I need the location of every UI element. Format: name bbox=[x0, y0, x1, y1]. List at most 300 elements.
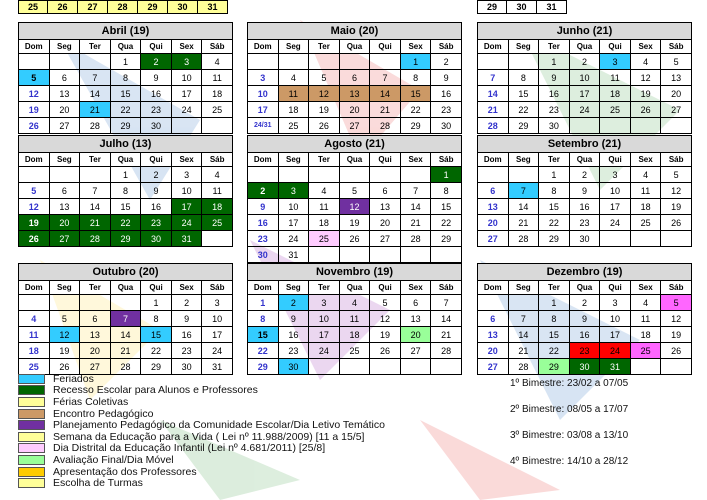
day-cell: 31 bbox=[171, 231, 202, 247]
day-cell: 23 bbox=[278, 343, 309, 359]
weekday-header: Dom bbox=[248, 40, 279, 54]
day-cell: 22 bbox=[431, 215, 462, 231]
day-cell bbox=[49, 167, 80, 183]
day-cell: 23 bbox=[569, 215, 600, 231]
month-title: Agosto (21) bbox=[248, 136, 462, 153]
day-cell: 29 bbox=[508, 118, 539, 134]
day-cell: 13 bbox=[478, 199, 509, 215]
day-cell: 25 bbox=[202, 102, 233, 118]
day-cell: 16 bbox=[569, 327, 600, 343]
weekday-header: Dom bbox=[478, 281, 509, 295]
day-cell: 8 bbox=[431, 183, 462, 199]
day-cell: 17 bbox=[278, 215, 309, 231]
day-cell: 28 bbox=[508, 359, 539, 375]
day-cell bbox=[339, 247, 370, 263]
legend-swatch bbox=[18, 420, 45, 430]
day-cell: 28 bbox=[508, 231, 539, 247]
day-cell bbox=[171, 118, 202, 134]
month-calendar bbox=[247, 135, 462, 263]
weekday-header: Sex bbox=[171, 153, 202, 167]
strip-day: 30 bbox=[507, 0, 537, 14]
day-cell: 30 bbox=[248, 247, 279, 263]
day-cell: 8 bbox=[400, 70, 431, 86]
weekday-header: Qua bbox=[110, 281, 141, 295]
day-cell: 10 bbox=[248, 86, 279, 102]
day-cell: 14 bbox=[400, 199, 431, 215]
weekday-header: Seg bbox=[278, 281, 309, 295]
day-cell: 8 bbox=[539, 183, 570, 199]
day-cell: 11 bbox=[630, 183, 661, 199]
legend-swatch bbox=[18, 455, 45, 465]
day-cell: 21 bbox=[508, 215, 539, 231]
weekday-header: Sáb bbox=[431, 40, 462, 54]
weekday-header: Qua bbox=[569, 153, 600, 167]
day-cell: 3 bbox=[600, 167, 631, 183]
day-cell: 15 bbox=[431, 199, 462, 215]
day-cell: 13 bbox=[661, 70, 692, 86]
day-cell: 8 bbox=[539, 311, 570, 327]
day-cell: 1 bbox=[141, 295, 172, 311]
day-cell: 15 bbox=[539, 327, 570, 343]
day-cell: 15 bbox=[248, 327, 279, 343]
day-cell bbox=[478, 54, 509, 70]
day-cell bbox=[370, 167, 401, 183]
weekday-header: Sex bbox=[400, 281, 431, 295]
day-cell: 5 bbox=[661, 295, 692, 311]
legend-item bbox=[18, 443, 385, 455]
day-cell: 10 bbox=[278, 199, 309, 215]
legend-swatch bbox=[18, 374, 45, 384]
weekday-header: Seg bbox=[49, 153, 80, 167]
day-cell: 17 bbox=[248, 102, 279, 118]
weekday-header: Sáb bbox=[202, 281, 233, 295]
legend-label: Escolha de Turmas bbox=[53, 477, 143, 490]
day-cell: 19 bbox=[339, 215, 370, 231]
weekday-header: Sex bbox=[630, 153, 661, 167]
weekday-header: Ter bbox=[80, 281, 111, 295]
month-title: Julho (13) bbox=[19, 136, 233, 153]
day-cell: 16 bbox=[431, 86, 462, 102]
day-cell: 15 bbox=[110, 86, 141, 102]
legend-item bbox=[18, 477, 385, 489]
day-cell: 23 bbox=[141, 102, 172, 118]
day-cell bbox=[600, 231, 631, 247]
day-cell: 8 bbox=[110, 70, 141, 86]
weekday-header: Dom bbox=[248, 281, 279, 295]
weekday-header: Dom bbox=[19, 281, 50, 295]
weekday-header: Dom bbox=[19, 40, 50, 54]
day-cell: 19 bbox=[630, 86, 661, 102]
day-cell: 13 bbox=[339, 86, 370, 102]
day-cell: 3 bbox=[278, 183, 309, 199]
legend-item bbox=[18, 396, 385, 408]
month-title: Dezembro (19) bbox=[478, 264, 692, 281]
day-cell: 7 bbox=[80, 70, 111, 86]
day-cell: 4 bbox=[19, 311, 50, 327]
day-cell: 7 bbox=[431, 295, 462, 311]
legend-label: Avaliação Final/Dia Móvel bbox=[53, 453, 174, 466]
day-cell: 6 bbox=[80, 311, 111, 327]
day-cell bbox=[339, 167, 370, 183]
day-cell bbox=[339, 54, 370, 70]
day-cell: 1 bbox=[110, 167, 141, 183]
legend bbox=[18, 373, 385, 489]
day-cell: 11 bbox=[278, 86, 309, 102]
day-cell: 18 bbox=[339, 327, 370, 343]
day-cell: 11 bbox=[309, 199, 340, 215]
day-cell: 30 bbox=[539, 118, 570, 134]
day-cell: 13 bbox=[370, 199, 401, 215]
day-cell: 23 bbox=[431, 102, 462, 118]
day-cell bbox=[370, 54, 401, 70]
day-cell: 27 bbox=[661, 102, 692, 118]
legend-swatch bbox=[18, 432, 45, 442]
day-cell: 13 bbox=[80, 327, 111, 343]
weekday-header: Dom bbox=[19, 153, 50, 167]
day-cell: 8 bbox=[141, 311, 172, 327]
day-cell bbox=[19, 54, 50, 70]
weekday-header: Seg bbox=[49, 40, 80, 54]
day-cell: 2 bbox=[431, 54, 462, 70]
day-cell bbox=[80, 54, 111, 70]
day-cell: 18 bbox=[19, 343, 50, 359]
day-cell bbox=[630, 231, 661, 247]
day-cell: 16 bbox=[171, 327, 202, 343]
day-cell bbox=[661, 359, 692, 375]
weekday-header: Sex bbox=[400, 40, 431, 54]
day-cell: 17 bbox=[202, 327, 233, 343]
day-cell bbox=[569, 118, 600, 134]
day-cell: 22 bbox=[400, 102, 431, 118]
day-cell bbox=[309, 54, 340, 70]
day-cell: 4 bbox=[339, 295, 370, 311]
day-cell: 31 bbox=[278, 247, 309, 263]
day-cell: 5 bbox=[19, 183, 50, 199]
weekday-header: Seg bbox=[508, 281, 539, 295]
day-cell: 18 bbox=[202, 86, 233, 102]
weekday-header: Sex bbox=[630, 40, 661, 54]
strip-day: 31 bbox=[198, 0, 228, 14]
weekday-header: Qua bbox=[339, 281, 370, 295]
weekday-header: Sáb bbox=[431, 153, 462, 167]
strip-day: 29 bbox=[477, 0, 507, 14]
top-strip-left bbox=[18, 0, 228, 14]
day-cell: 21 bbox=[370, 102, 401, 118]
day-cell: 1 bbox=[431, 167, 462, 183]
weekday-header: Ter bbox=[539, 153, 570, 167]
day-cell: 9 bbox=[569, 183, 600, 199]
day-cell: 29 bbox=[539, 359, 570, 375]
day-cell: 1 bbox=[539, 167, 570, 183]
month-calendar bbox=[477, 22, 692, 134]
day-cell: 14 bbox=[370, 86, 401, 102]
day-cell: 16 bbox=[248, 215, 279, 231]
day-cell: 18 bbox=[630, 199, 661, 215]
month-calendar bbox=[18, 263, 233, 375]
weekday-header: Qua bbox=[339, 153, 370, 167]
legend-label: Dia Distrital da Educação Infantil (Lei nº 4.681/2011) [25/8] bbox=[53, 442, 326, 455]
day-cell: 21 bbox=[508, 343, 539, 359]
day-cell: 7 bbox=[370, 70, 401, 86]
day-cell: 13 bbox=[49, 199, 80, 215]
day-cell: 12 bbox=[19, 199, 50, 215]
day-cell: 9 bbox=[141, 183, 172, 199]
day-cell: 12 bbox=[370, 311, 401, 327]
month-calendar bbox=[477, 263, 692, 375]
day-cell: 15 bbox=[110, 199, 141, 215]
top-strip-right bbox=[477, 0, 567, 14]
day-cell: 9 bbox=[278, 311, 309, 327]
day-cell: 14 bbox=[80, 199, 111, 215]
day-cell: 29 bbox=[141, 359, 172, 375]
day-cell: 20 bbox=[370, 215, 401, 231]
day-cell bbox=[202, 231, 233, 247]
strip-day: 30 bbox=[168, 0, 198, 14]
day-cell: 27 bbox=[400, 343, 431, 359]
day-cell: 31 bbox=[202, 359, 233, 375]
day-cell bbox=[508, 54, 539, 70]
day-cell: 30 bbox=[171, 359, 202, 375]
legend-label: Apresentação dos Professores bbox=[53, 465, 197, 478]
day-cell: 5 bbox=[19, 70, 50, 86]
day-cell: 7 bbox=[508, 183, 539, 199]
day-cell: 10 bbox=[569, 70, 600, 86]
day-cell: 5 bbox=[370, 295, 401, 311]
day-cell: 25 bbox=[630, 343, 661, 359]
day-cell: 2 bbox=[141, 54, 172, 70]
day-cell: 4 bbox=[278, 70, 309, 86]
legend-swatch bbox=[18, 409, 45, 419]
day-cell: 26 bbox=[630, 102, 661, 118]
day-cell: 27 bbox=[339, 118, 370, 134]
day-cell bbox=[478, 295, 509, 311]
month-title: Junho (21) bbox=[478, 23, 692, 40]
day-cell: 20 bbox=[478, 343, 509, 359]
day-cell: 10 bbox=[600, 183, 631, 199]
day-cell: 21 bbox=[431, 327, 462, 343]
bimester-4: 4º Bimestre: 14/10 a 28/12 bbox=[510, 456, 629, 467]
day-cell bbox=[478, 167, 509, 183]
weekday-header: Dom bbox=[248, 153, 279, 167]
day-cell: 22 bbox=[539, 215, 570, 231]
legend-swatch bbox=[18, 443, 45, 453]
day-cell: 27 bbox=[49, 118, 80, 134]
day-cell: 15 bbox=[539, 199, 570, 215]
legend-label: Recesso Escolar para Alunos e Professores bbox=[53, 384, 258, 397]
day-cell bbox=[49, 295, 80, 311]
day-cell bbox=[431, 359, 462, 375]
weekday-header: Qui bbox=[370, 153, 401, 167]
day-cell: 22 bbox=[539, 343, 570, 359]
day-cell: 20 bbox=[400, 327, 431, 343]
bimester-2: 2º Bimestre: 08/05 a 17/07 bbox=[510, 404, 629, 415]
legend-item bbox=[18, 454, 385, 466]
day-cell: 11 bbox=[630, 311, 661, 327]
day-cell: 22 bbox=[248, 343, 279, 359]
strip-day: 31 bbox=[537, 0, 567, 14]
day-cell: 6 bbox=[400, 295, 431, 311]
day-cell: 4 bbox=[202, 167, 233, 183]
day-cell: 1 bbox=[400, 54, 431, 70]
day-cell: 8 bbox=[508, 70, 539, 86]
day-cell: 22 bbox=[110, 102, 141, 118]
day-cell: 10 bbox=[171, 183, 202, 199]
day-cell: 12 bbox=[661, 183, 692, 199]
strip-day: 28 bbox=[108, 0, 138, 14]
legend-item bbox=[18, 431, 385, 443]
weekday-header: Qua bbox=[110, 40, 141, 54]
strip-day: 25 bbox=[18, 0, 48, 14]
weekday-header: Sex bbox=[630, 281, 661, 295]
day-cell: 14 bbox=[508, 327, 539, 343]
day-cell: 28 bbox=[400, 231, 431, 247]
day-cell: 2 bbox=[569, 54, 600, 70]
day-cell: 16 bbox=[569, 199, 600, 215]
day-cell: 5 bbox=[661, 54, 692, 70]
day-cell: 24 bbox=[309, 343, 340, 359]
day-cell: 6 bbox=[49, 183, 80, 199]
weekday-header: Ter bbox=[539, 40, 570, 54]
day-cell: 20 bbox=[49, 102, 80, 118]
day-cell: 16 bbox=[141, 86, 172, 102]
day-cell: 28 bbox=[431, 343, 462, 359]
legend-item bbox=[18, 385, 385, 397]
weekday-header: Qua bbox=[569, 40, 600, 54]
day-cell: 11 bbox=[19, 327, 50, 343]
day-cell: 29 bbox=[431, 231, 462, 247]
day-cell: 28 bbox=[478, 118, 509, 134]
weekday-header: Qui bbox=[141, 281, 172, 295]
legend-item bbox=[18, 408, 385, 420]
weekday-header: Sáb bbox=[202, 153, 233, 167]
day-cell: 16 bbox=[278, 327, 309, 343]
day-cell: 21 bbox=[400, 215, 431, 231]
day-cell: 25 bbox=[309, 231, 340, 247]
day-cell bbox=[630, 118, 661, 134]
day-cell: 4 bbox=[309, 183, 340, 199]
day-cell: 18 bbox=[278, 102, 309, 118]
weekday-header: Ter bbox=[309, 153, 340, 167]
weekday-header: Sáb bbox=[661, 40, 692, 54]
day-cell: 2 bbox=[141, 167, 172, 183]
day-cell: 13 bbox=[400, 311, 431, 327]
day-cell bbox=[80, 167, 111, 183]
day-cell: 14 bbox=[80, 86, 111, 102]
day-cell: 30 bbox=[278, 359, 309, 375]
day-cell bbox=[508, 295, 539, 311]
weekday-header: Qua bbox=[569, 281, 600, 295]
day-cell: 30 bbox=[569, 359, 600, 375]
day-cell: 25 bbox=[202, 215, 233, 231]
day-cell: 26 bbox=[19, 118, 50, 134]
day-cell: 26 bbox=[309, 118, 340, 134]
day-cell: 13 bbox=[478, 327, 509, 343]
day-cell: 2 bbox=[248, 183, 279, 199]
day-cell: 4 bbox=[630, 54, 661, 70]
day-cell: 20 bbox=[661, 86, 692, 102]
weekday-header: Qui bbox=[600, 281, 631, 295]
day-cell: 30 bbox=[141, 231, 172, 247]
day-cell: 17 bbox=[309, 327, 340, 343]
day-cell: 19 bbox=[19, 215, 50, 231]
day-cell: 9 bbox=[539, 70, 570, 86]
day-cell bbox=[600, 118, 631, 134]
day-cell bbox=[202, 118, 233, 134]
legend-label: Planejamento Pedagógico da Comunidade Escolar/Dia Letivo Temático bbox=[53, 419, 385, 432]
day-cell: 29 bbox=[110, 118, 141, 134]
weekday-header: Qua bbox=[339, 40, 370, 54]
day-cell: 18 bbox=[600, 86, 631, 102]
day-cell: 24 bbox=[202, 343, 233, 359]
day-cell: 27 bbox=[478, 231, 509, 247]
legend-item bbox=[18, 373, 385, 385]
day-cell: 29 bbox=[400, 118, 431, 134]
day-cell: 5 bbox=[661, 167, 692, 183]
day-cell: 10 bbox=[600, 311, 631, 327]
day-cell: 15 bbox=[400, 86, 431, 102]
day-cell: 29 bbox=[539, 231, 570, 247]
day-cell: 1 bbox=[539, 54, 570, 70]
day-cell: 3 bbox=[309, 295, 340, 311]
weekday-header: Sex bbox=[171, 281, 202, 295]
day-cell: 24 bbox=[600, 343, 631, 359]
day-cell: 3 bbox=[248, 70, 279, 86]
day-cell: 14 bbox=[110, 327, 141, 343]
day-cell: 12 bbox=[339, 199, 370, 215]
day-cell bbox=[309, 247, 340, 263]
day-cell: 28 bbox=[80, 231, 111, 247]
strip-day: 26 bbox=[48, 0, 78, 14]
legend-label: Encontro Pedagógico bbox=[53, 407, 154, 420]
weekday-header: Dom bbox=[478, 153, 509, 167]
day-cell: 14 bbox=[508, 199, 539, 215]
day-cell bbox=[248, 167, 279, 183]
day-cell: 18 bbox=[630, 327, 661, 343]
weekday-header: Seg bbox=[278, 40, 309, 54]
day-cell: 20 bbox=[478, 215, 509, 231]
month-title: Setembro (21) bbox=[478, 136, 692, 153]
day-cell bbox=[278, 54, 309, 70]
day-cell: 16 bbox=[539, 86, 570, 102]
day-cell: 24 bbox=[569, 102, 600, 118]
weekday-header: Qui bbox=[600, 153, 631, 167]
bimester-1: 1º Bimestre: 23/02 a 07/05 bbox=[510, 378, 629, 389]
day-cell bbox=[110, 295, 141, 311]
day-cell: 4 bbox=[202, 54, 233, 70]
day-cell: 12 bbox=[661, 311, 692, 327]
day-cell: 23 bbox=[171, 343, 202, 359]
day-cell: 25 bbox=[600, 102, 631, 118]
day-cell: 28 bbox=[370, 118, 401, 134]
day-cell: 2 bbox=[569, 167, 600, 183]
day-cell: 2 bbox=[171, 295, 202, 311]
day-cell: 3 bbox=[171, 54, 202, 70]
day-cell: 24 bbox=[600, 215, 631, 231]
weekday-header: Seg bbox=[508, 40, 539, 54]
day-cell bbox=[49, 54, 80, 70]
weekday-header: Sáb bbox=[431, 281, 462, 295]
day-cell: 24/31 bbox=[248, 118, 279, 134]
day-cell: 24 bbox=[171, 102, 202, 118]
legend-label: Semana da Educação para a Vida ( Lei nº 11.988/2009) [11 a 15/5] bbox=[53, 430, 365, 443]
day-cell: 11 bbox=[202, 183, 233, 199]
day-cell bbox=[19, 295, 50, 311]
weekday-header: Qua bbox=[110, 153, 141, 167]
day-cell: 5 bbox=[309, 70, 340, 86]
day-cell: 17 bbox=[171, 86, 202, 102]
day-cell: 23 bbox=[569, 343, 600, 359]
day-cell bbox=[630, 359, 661, 375]
